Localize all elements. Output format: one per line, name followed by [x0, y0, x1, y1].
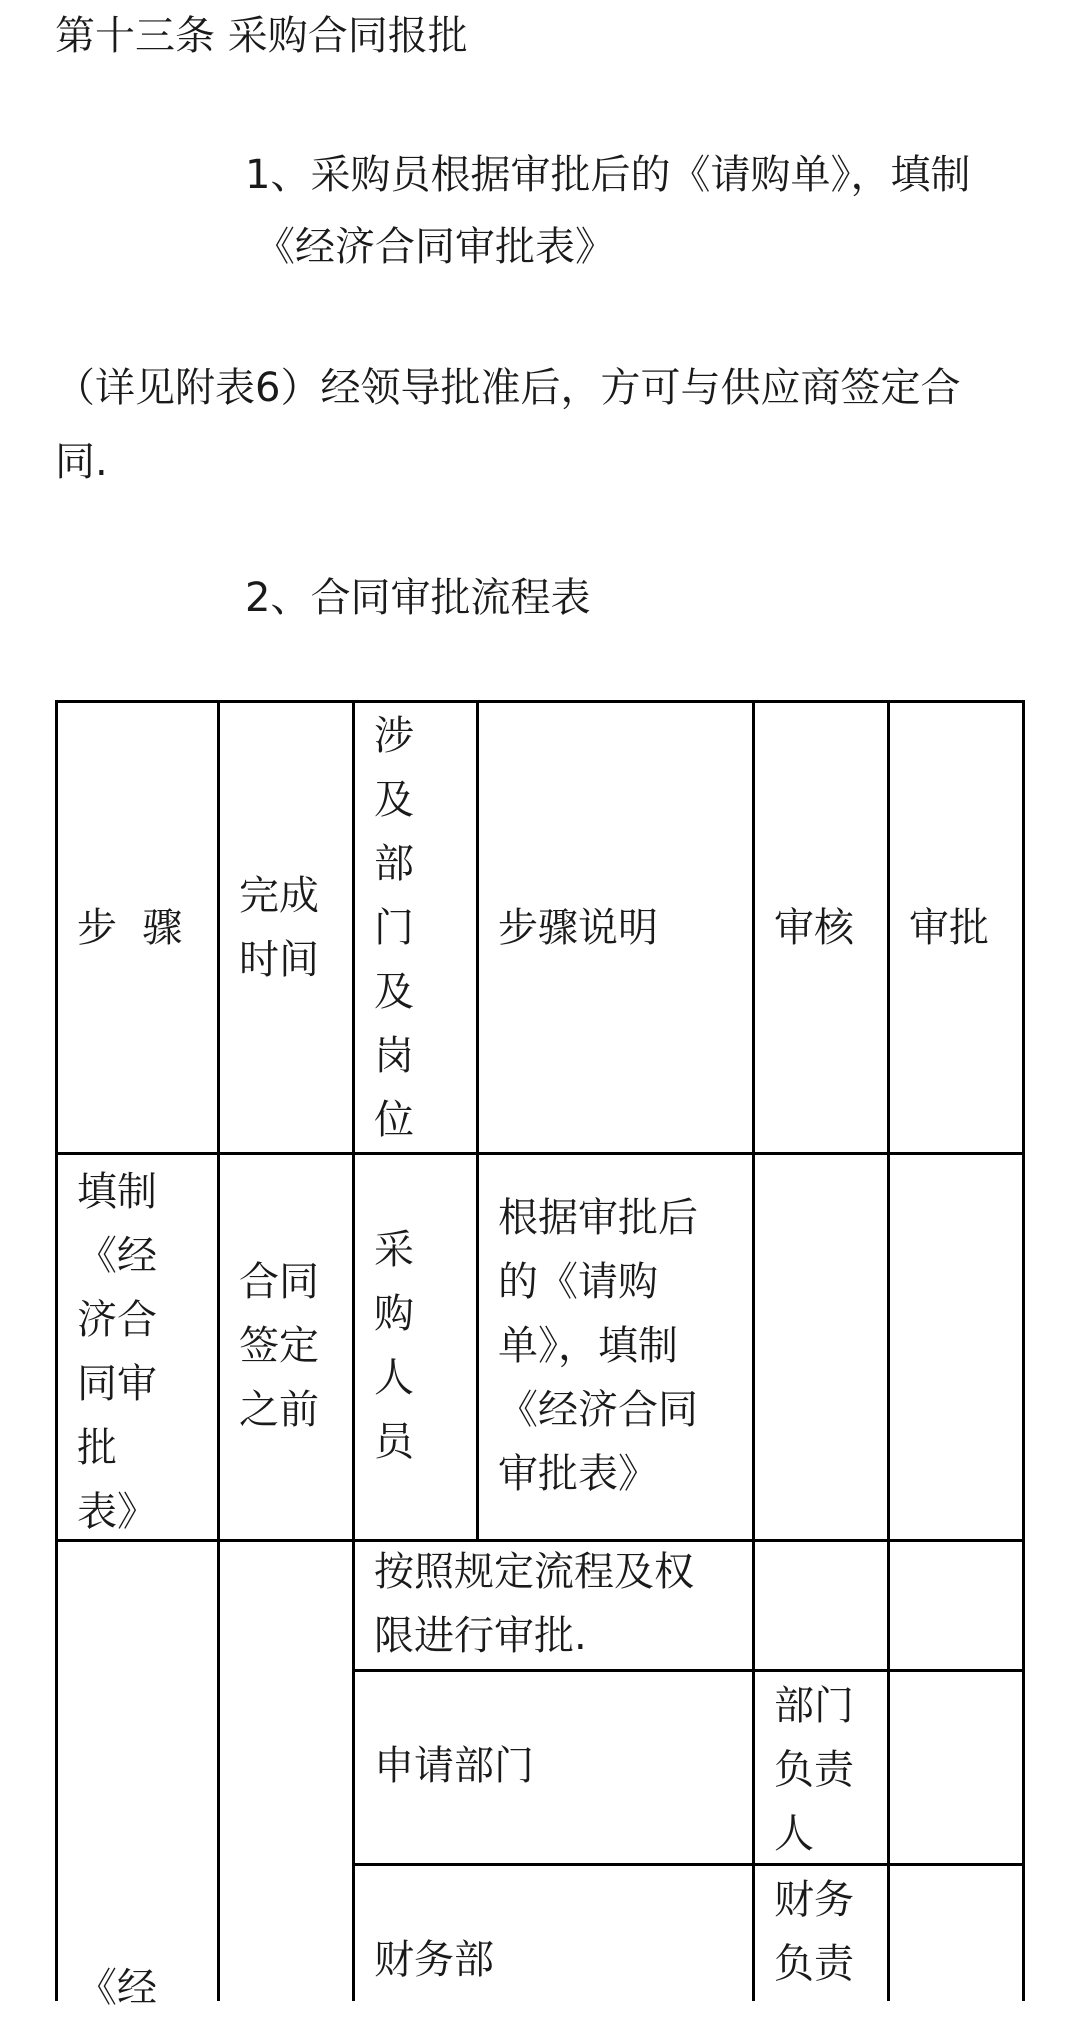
row1-time-line: 合同	[239, 1259, 319, 1305]
row2-sub2-review-line: 财务	[774, 1877, 854, 1923]
note-line2: 同.	[55, 439, 108, 485]
row2-desc-line: 按照规定流程及权	[374, 1549, 694, 1595]
row2-sub2-review-line: 负责	[774, 1941, 854, 1987]
row2-sub-divider-1	[352, 1669, 1025, 1672]
row1-dept-char: 购	[374, 1291, 414, 1337]
row1-desc-line: 《经济合同	[498, 1387, 698, 1433]
row1-desc	[498, 1186, 698, 1506]
row1-step-line: 《经	[77, 1233, 157, 1279]
header-row-divider	[55, 1152, 1025, 1155]
header-approve: 审批	[909, 905, 989, 951]
row1-desc-line: 根据审批后	[498, 1195, 698, 1241]
row1-step-line: 填制	[77, 1169, 157, 1215]
row2-sub2-review	[774, 1868, 854, 1996]
item1-line1: 1、采购员根据审批后的《请购单》，填制	[245, 152, 971, 198]
row2-sub1-review-line: 部门	[774, 1683, 854, 1729]
item1-line2: 《经济合同审批表》	[255, 224, 615, 270]
header-time-line: 完成	[239, 873, 319, 919]
col-divider-5	[887, 700, 890, 2001]
header-time-line: 时间	[239, 937, 319, 983]
row1-step-line: 表》	[77, 1489, 157, 1535]
row2-sub2-dept: 财务部	[374, 1937, 494, 1983]
row1-dept-char: 员	[374, 1419, 414, 1465]
row1-desc-line: 的《请购	[498, 1259, 658, 1305]
header-dept	[374, 704, 414, 1152]
note-line1: （详见附表6）经领导批准后，方可与供应商签定合	[55, 365, 961, 411]
table-border-right	[1022, 700, 1025, 2001]
col-divider-1	[217, 700, 220, 2001]
row1-time-line: 签定	[239, 1323, 319, 1369]
header-step: 步 骤	[77, 905, 183, 951]
row2-sub1-review	[774, 1674, 854, 1866]
col-divider-4	[752, 700, 755, 2001]
row2-sub1-review-line: 人	[774, 1811, 814, 1857]
row2-step-partial: 《经	[77, 1965, 157, 2011]
row2-desc	[374, 1540, 694, 1668]
row1-dept	[374, 1218, 414, 1474]
row1-time-line: 之前	[239, 1387, 319, 1433]
col-divider-3	[476, 700, 479, 1542]
header-dept-char: 及	[374, 969, 414, 1015]
header-desc: 步骤说明	[498, 905, 658, 951]
header-dept-char: 部	[374, 841, 414, 887]
row1-desc-line: 审批表》	[498, 1451, 658, 1497]
header-dept-char: 及	[374, 777, 414, 823]
row1-desc-line: 单》，填制	[498, 1323, 678, 1369]
item2-heading: 2、合同审批流程表	[245, 575, 591, 621]
approval-flow-table	[55, 700, 1025, 2011]
row1-step	[77, 1160, 157, 1544]
table-border-left	[55, 700, 58, 2001]
header-time	[239, 864, 319, 992]
row1-step-line: 批	[77, 1425, 117, 1471]
row2-sub1-review-line: 负责	[774, 1747, 854, 1793]
header-dept-char: 位	[374, 1097, 414, 1143]
header-review: 审核	[774, 905, 854, 951]
row1-step-line: 济合	[77, 1297, 157, 1343]
header-dept-char: 门	[374, 905, 414, 951]
table-border-top	[55, 700, 1025, 703]
row2-sub-divider-2	[352, 1863, 1025, 1866]
row1-time	[239, 1250, 319, 1442]
col-divider-2	[352, 700, 355, 2001]
article-title: 第十三条 采购合同报批	[55, 13, 468, 59]
row1-dept-char: 采	[374, 1227, 414, 1273]
header-dept-char: 岗	[374, 1033, 414, 1079]
header-dept-char: 涉	[374, 713, 414, 759]
row2-desc-line: 限进行审批.	[374, 1613, 587, 1659]
row1-dept-char: 人	[374, 1355, 414, 1401]
row1-step-line: 同审	[77, 1361, 157, 1407]
row2-sub1-dept: 申请部门	[374, 1743, 534, 1789]
